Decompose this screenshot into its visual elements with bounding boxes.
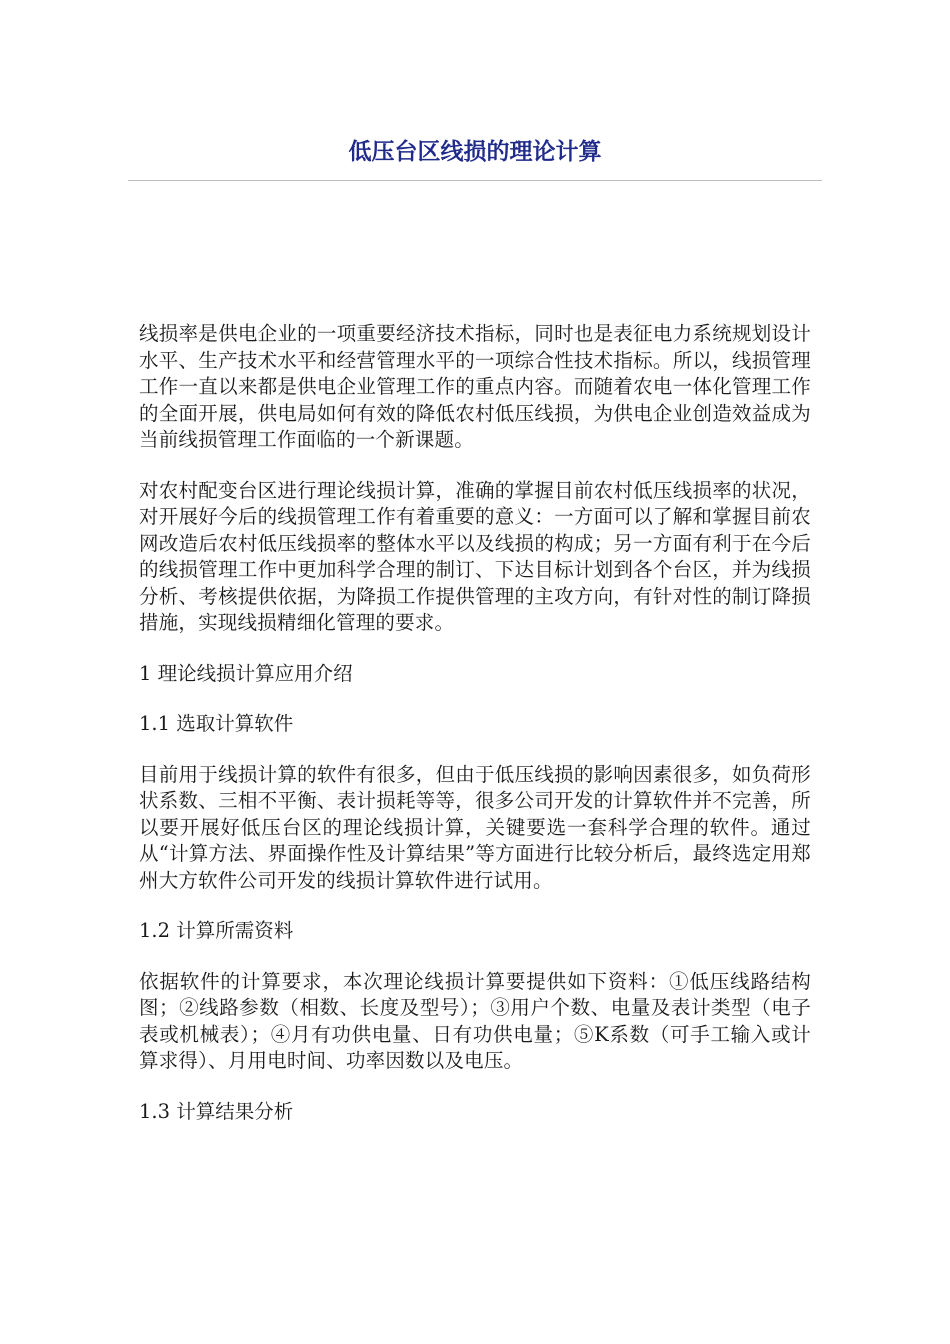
paragraph-intro: 线损率是供电企业的一项重要经济技术指标，同时也是表征电力系统规划设计水平、生产技术水平和经营管理水平的一项综合性技术指标。所以，线损管理工作一直以来都是供电企业管理工作的重点内容。而随着农电一体化管理工作的全面开展，供电局如何有效的降低农村低压线损，为供电企业创造效益成为当前线损管理工作面临的一个新课题。 [139,322,811,451]
document-title: 低压台区线损的理论计算 [348,139,602,165]
document-body [139,321,811,1149]
paragraph-significance: 对农村配变台区进行理论线损计算，准确的掌握目前农村低压线损率的状况，对开展好今后的线损管理工作有着重要的意义：一方面可以了解和掌握目前农网改造后农村低压线损率的整体水平以及线损的构成；另一方面有利于在今后的线损管理工作中更加科学合理的制订、下达目标计划到各个台区，并为线损分析、考核提供依据，为降损工作提供管理的主攻方向，有针对性的制订降损措施，实现线损精细化管理的要求。 [139,478,811,634]
title-divider [128,180,822,181]
section-heading-1-2: 1.2 计算所需资料 [139,919,294,942]
paragraph-materials: 依据软件的计算要求，本次理论线损计算要提供如下资料：①低压线路结构图；②线路参数（相数、长度及型号）；③用户个数、电量及表计类型（电子表或机械表）；④月有功供电量、日有功供电量；⑤K系数（可手工输入或计算求得）、月用电时间、功率因数以及电压。 [139,969,811,1072]
section-heading-1: 1 理论线损计算应用介绍 [139,661,353,685]
section-heading-1-3: 1.3 计算结果分析 [139,1099,294,1123]
paragraph-software: 目前用于线损计算的软件有很多，但由于低压线损的影响因素很多，如负荷形状系数、三相不平衡、表计损耗等等，很多公司开发的计算软件并不完善，所以要开展好低压台区的理论线损计算，关键要选一套科学合理的软件。通过从“计算方法、界面操作性及计算结果”等方面进行比较分析后，最终选定用郑州大方软件公司开发的线损计算软件进行试用。 [139,762,811,892]
section-heading-1-1: 1.1 选取计算软件 [139,712,294,735]
